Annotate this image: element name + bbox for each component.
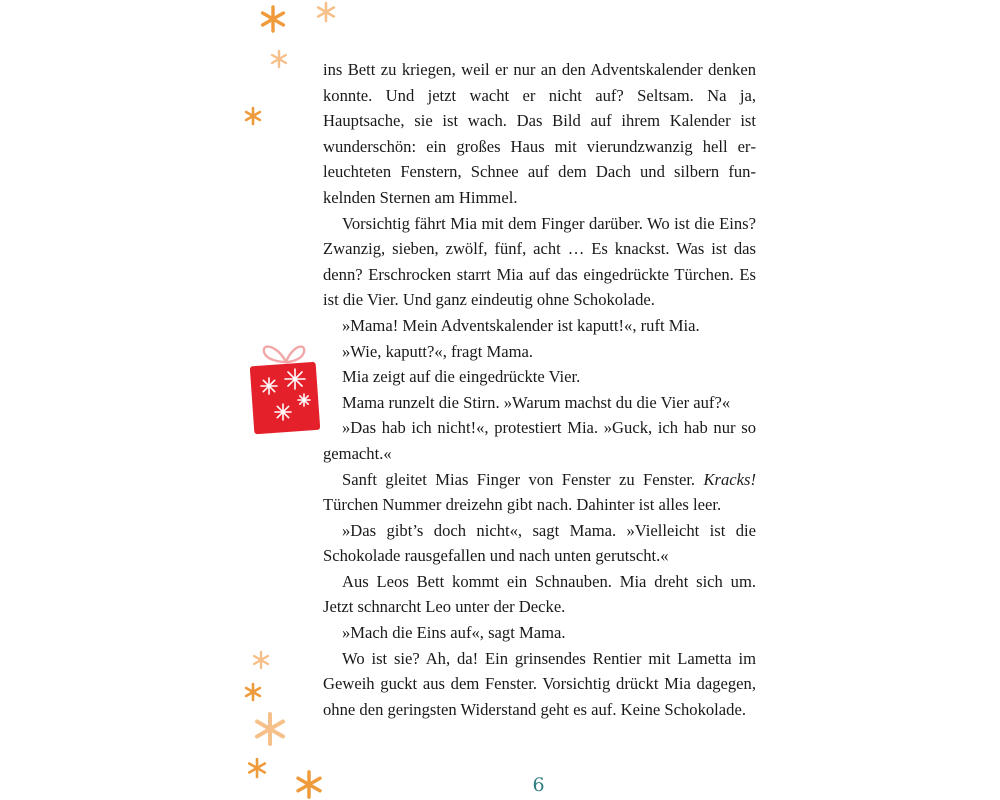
- gift-box-icon: [248, 340, 324, 436]
- snowflake-icon: [252, 711, 288, 747]
- paragraph: ins Bett zu kriegen, weil er nur an den Adventskalender denken konnte. Und jetzt wacht er nicht auf? Seltsam. Na ja, Hauptsache, sie ist wach. Das Bild auf ihrem Kalender ist wunderschön: ein großes Haus mit vierundzwanzig hell erleuchteten Fenstern, Schnee auf dem Dach und silbern funkelnden Sternen am Himmel.: [323, 60, 756, 207]
- snowflake-icon: [258, 4, 288, 34]
- snowflake-icon: [315, 1, 337, 23]
- paragraph: »Mama! Mein Adventskalender ist kaputt!«, ruft Mia.: [342, 315, 700, 335]
- paragraph: Mia zeigt auf die eingedrückte Vier.: [342, 367, 581, 387]
- snowflake-icon: [243, 682, 263, 702]
- body-text: [323, 57, 756, 722]
- emphasis: Kracks!: [703, 469, 756, 489]
- page-number: 6: [532, 774, 545, 796]
- paragraph: Sanft gleitet Mias Finger von Fenster zu Fenster. Kracks! Türchen Nummer dreizehn gibt nach. Dahinter ist alles leer.: [323, 469, 756, 515]
- paragraph: »Das gibt’s doch nicht«, sagt Mama. »Vielleicht ist die Schokolade rausgefallen und nach unten gerutscht.«: [323, 520, 756, 566]
- snowflake-icon: [243, 106, 263, 126]
- paragraph: Wo ist sie? Ah, da! Ein grinsendes Rentier mit Lametta im Geweih guckt aus dem Fenster. Vorsichtig drückt Mia dagegen, ohne den geringsten Widerstand geht es auf. Keine Schokolade.: [323, 648, 756, 719]
- paragraph: »Das hab ich nicht!«, protestiert Mia. »Guck, ich hab nur so gemacht.«: [323, 418, 756, 463]
- snowflake-icon: [251, 650, 271, 670]
- paragraph: Vorsichtig fährt Mia mit dem Finger darüber. Wo ist die Eins? Zwanzig, sieben, zwölf, fünf, acht … Es knackst. Was ist das denn? Erschrocken starrt Mia auf das eingedrückte Türchen. Es ist die Vier. Und ganz eindeutig ohne Schokolade.: [323, 213, 756, 310]
- snowflake-icon: [269, 49, 289, 69]
- paragraph: »Mach die Eins auf«, sagt Mama.: [342, 623, 566, 643]
- paragraph: Aus Leos Bett kommt ein Schnauben. Mia dreht sich um. Jetzt schnarcht Leo unter der Decke.: [323, 571, 756, 617]
- paragraph: Mama runzelt die Stirn. »Warum machst du die Vier auf?«: [342, 392, 731, 412]
- paragraph: »Wie, kaputt?«, fragt Mama.: [342, 341, 534, 361]
